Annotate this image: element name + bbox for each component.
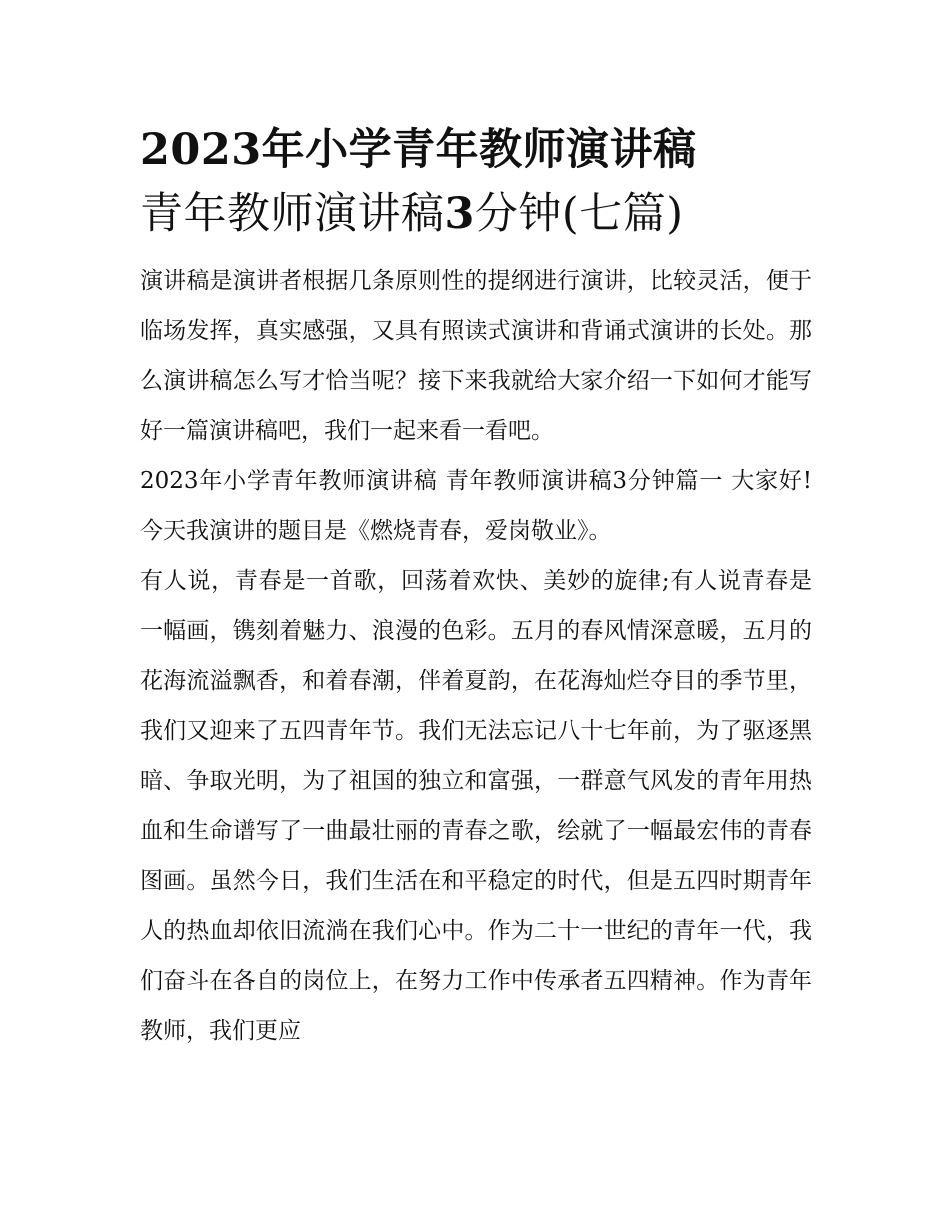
paragraph-section-heading: 2023年小学青年教师演讲稿 青年教师演讲稿3分钟篇一 大家好!今天我演讲的题目是《燃烧青春，爱岗敬业》。 xyxy=(140,468,812,544)
title-line-2-number: 3 xyxy=(444,189,475,239)
paragraph-body: 有人说，青春是一首歌，回荡着欢快、美妙的旋律;有人说青春是一幅画，镌刻着魅力、浪漫的色彩。五月的春风情深意暖，五月的花海流溢飘香，和着春潮，伴着夏韵，在花海灿烂夺目的季节里，我们又迎来了五四青年节。我们无法忘记八十七年前，为了驱逐黑暗、争取光明，为了祖国的独立和富强，一群意气风发的青年用热血和生命谱写了一曲最壮丽的青春之歌，绘就了一幅最宏伟的青春图画。虽然今日，我们生活在和平稳定的时代，但是五四时期青年人的热血却依旧流淌在我们心中。作为二十一世纪的青年一代，我们奋斗在各自的岗位上，在努力工作中传承者五四精神。作为青年教师，我们更应 xyxy=(140,568,812,1044)
paragraph-intro: 演讲稿是演讲者根据几条原则性的提纲进行演讲，比较灵活，便于临场发挥，真实感强，又具有照读式演讲和背诵式演讲的长处。那么演讲稿怎么写才恰当呢？接下来我就给大家介绍一下如何才能写好一篇演讲稿吧，我们一起来看一看吧。 xyxy=(140,268,812,444)
title-line-2 xyxy=(140,182,812,246)
title-line-2-suffix: 分钟(七篇) xyxy=(474,189,684,239)
title-line-1: 2023年小学青年教师演讲稿 xyxy=(140,125,697,175)
document-body xyxy=(140,256,812,1056)
document-title xyxy=(140,118,812,246)
document-content xyxy=(140,118,812,1056)
title-line-2-prefix: 青年教师演讲稿 xyxy=(140,189,445,239)
